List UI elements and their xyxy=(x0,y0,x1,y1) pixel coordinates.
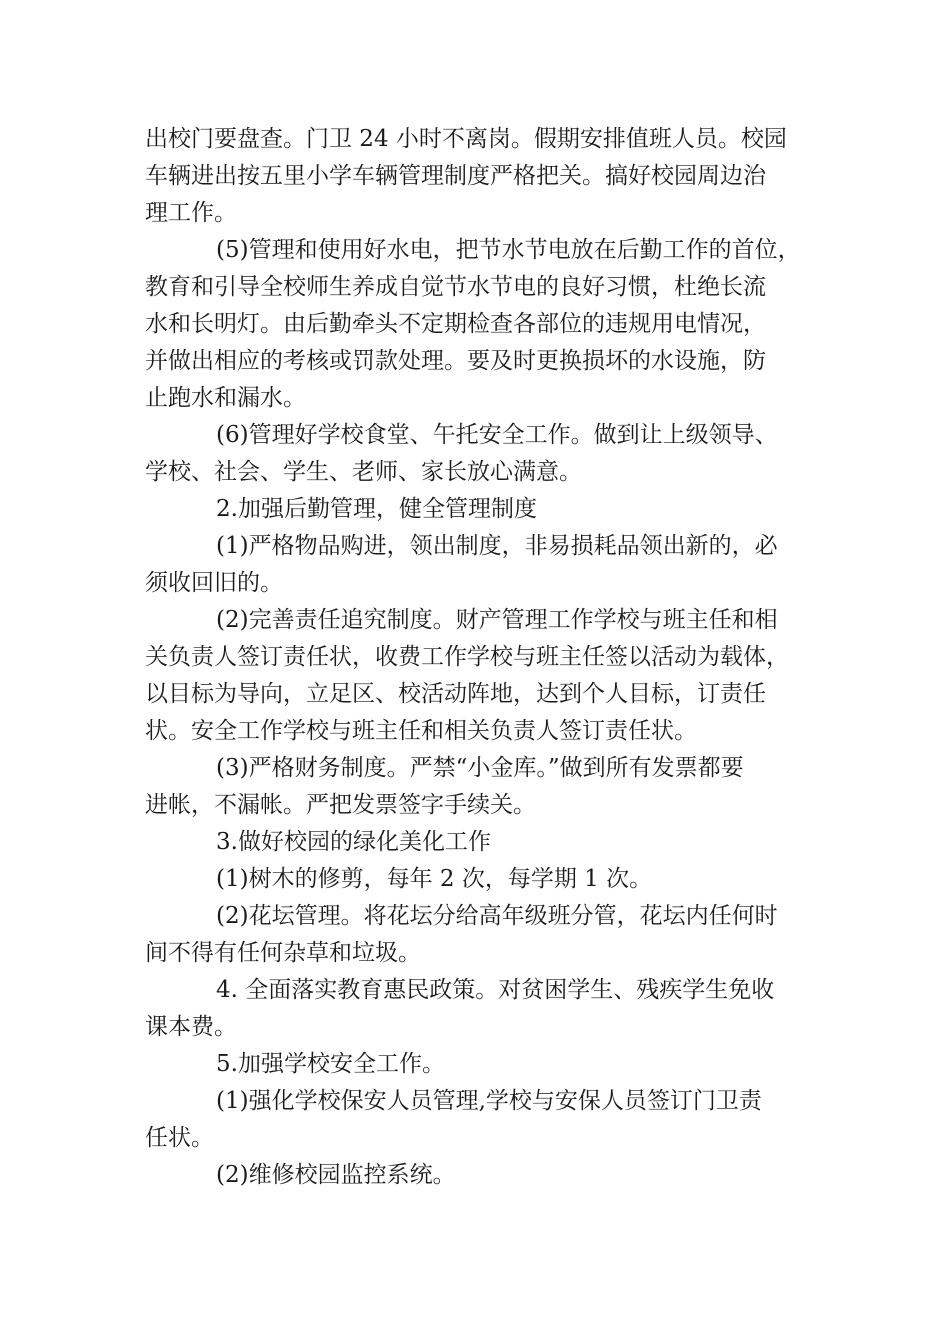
paragraph-start: (2)完善责任追究制度。财产管理工作学校与班主任和相 xyxy=(216,607,778,633)
section-heading: 4. 全面落实教育惠民政策。对贫困学生、残疾学生免收 xyxy=(216,977,775,1003)
text-line: 关负责人签订责任状，收费工作学校与班主任签以活动为载体， xyxy=(145,644,789,670)
paragraph-start: (5)管理和使用好水电，把节水节电放在后勤工作的首位， xyxy=(216,237,801,263)
text-line: 间不得有任何杂草和垃圾。 xyxy=(145,940,421,966)
text-line: 止跑水和漏水。 xyxy=(145,385,306,411)
text-line: 状。安全工作学校与班主任和相关负责人签订责任状。 xyxy=(145,718,697,744)
paragraph-start: (3)严格财务制度。严禁“小金库。”做到所有发票都要 xyxy=(216,755,744,781)
text-line: 水和长明灯。由后勤牵头不定期检查各部位的违规用电情况， xyxy=(145,311,766,337)
paragraph-start: (6)管理好学校食堂、午托安全工作。做到让上级领导、 xyxy=(216,422,778,448)
text-line: 进帐，不漏帐。严把发票签字手续关。 xyxy=(145,792,536,818)
paragraph-start: (1)强化学校保安人员管理,学校与安保人员签订门卫责 xyxy=(216,1088,762,1114)
text-line: 出校门要盘查。门卫 24 小时不离岗。假期安排值班人员。校园 xyxy=(145,126,787,152)
text-line: 理工作。 xyxy=(145,200,237,226)
text-line: 并做出相应的考核或罚款处理。要及时更换损坏的水设施，防 xyxy=(145,348,766,374)
paragraph-start: (2)维修校园监控系统。 xyxy=(216,1162,456,1188)
paragraph-start: (1)严格物品购进，领出制度，非易损耗品领出新的，必 xyxy=(216,533,778,559)
paragraph-start: (1)树木的修剪，每年 2 次，每学期 1 次。 xyxy=(216,866,653,892)
section-heading: 3.做好校园的绿化美化工作 xyxy=(216,829,491,855)
text-line: 学校、社会、学生、老师、家长放心满意。 xyxy=(145,459,582,485)
text-line: 车辆进出按五里小学车辆管理制度严格把关。搞好校园周边治 xyxy=(145,163,766,189)
text-line: 须收回旧的。 xyxy=(145,570,283,596)
paragraph-start: (2)花坛管理。将花坛分给高年级班分管，花坛内任何时 xyxy=(216,903,778,929)
section-heading: 2.加强后勤管理，健全管理制度 xyxy=(216,496,537,522)
text-line: 课本费。 xyxy=(145,1014,237,1040)
text-line: 任状。 xyxy=(145,1125,214,1151)
section-heading: 5.加强学校安全工作。 xyxy=(216,1051,445,1077)
text-line: 以目标为导向，立足区、校活动阵地，达到个人目标，订责任 xyxy=(145,681,766,707)
text-line: 教育和引导全校师生养成自觉节水节电的良好习惯，杜绝长流 xyxy=(145,274,766,300)
